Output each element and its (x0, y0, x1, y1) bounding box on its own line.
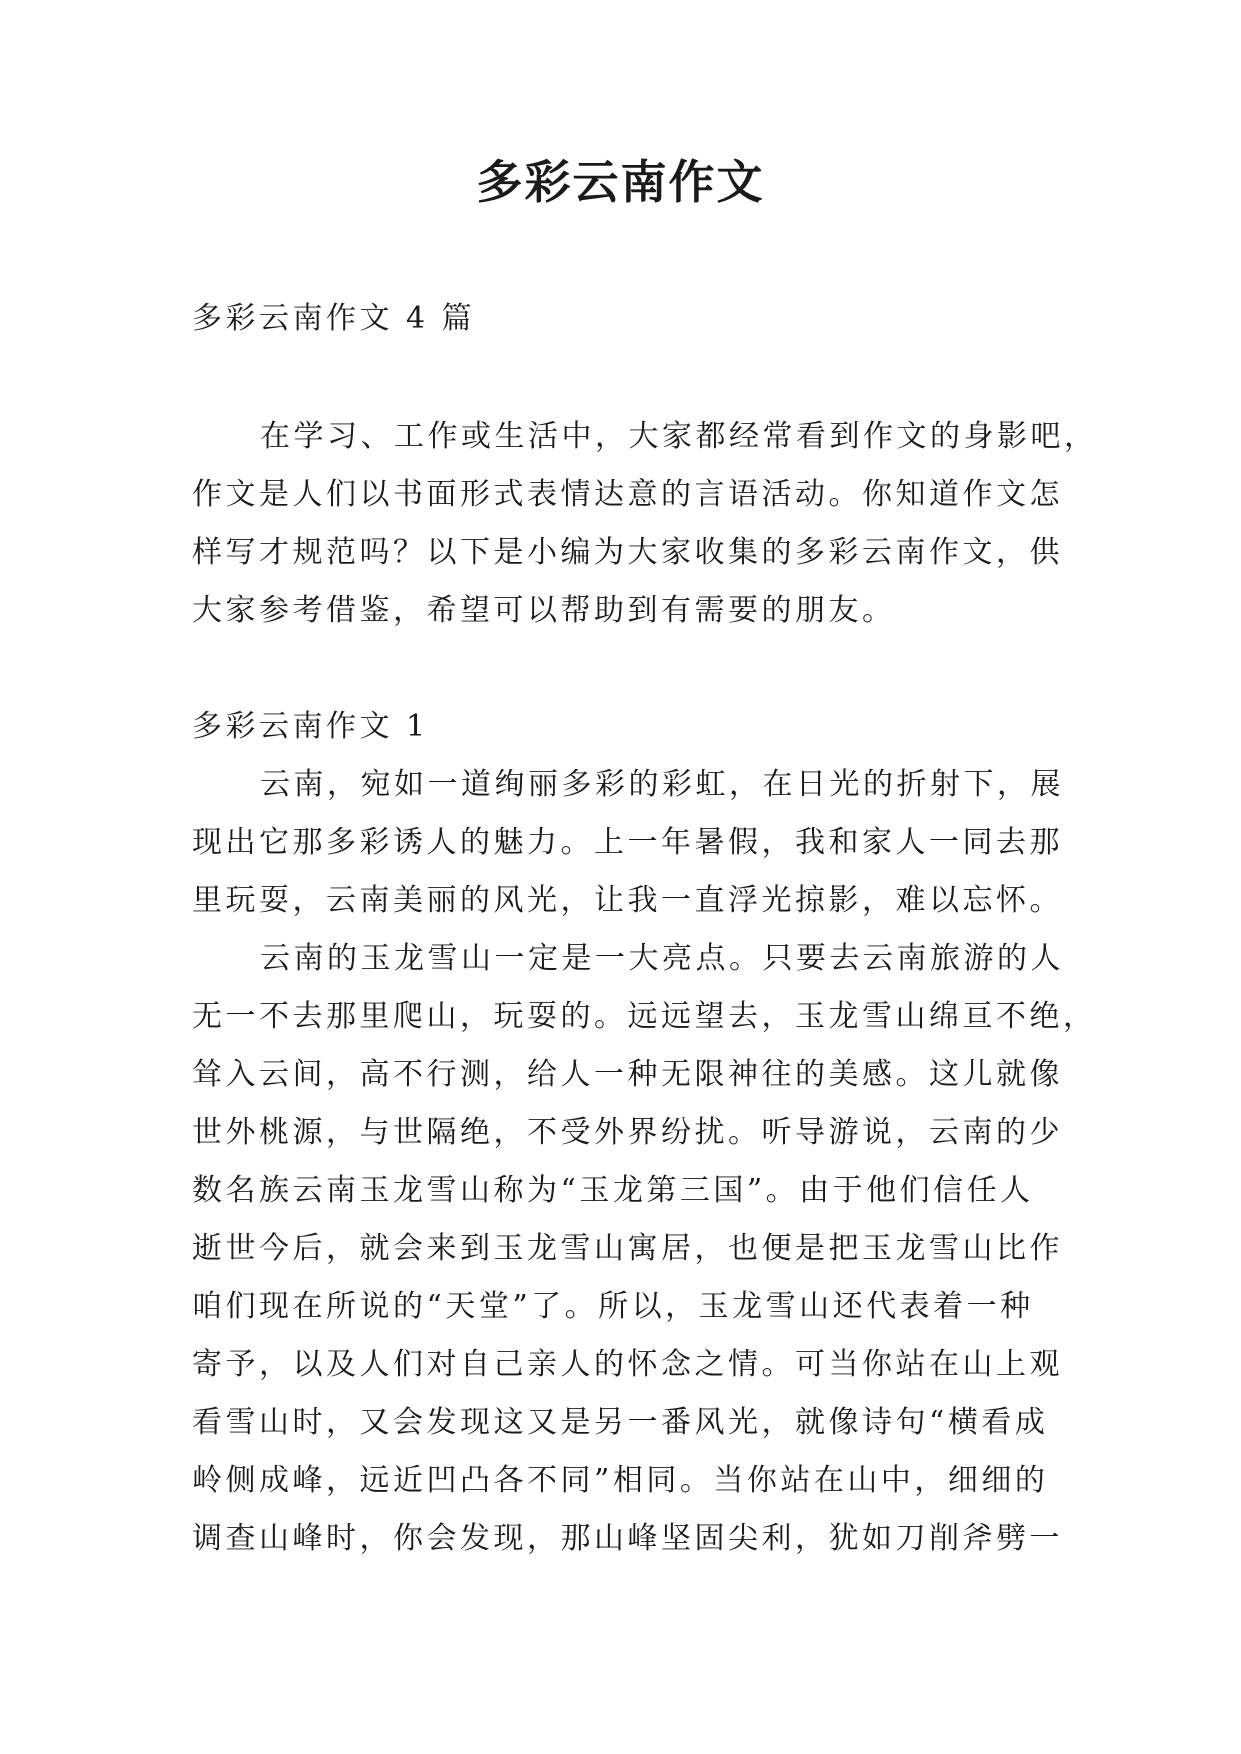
section1-paragraph-2 (192, 930, 1097, 1568)
spacer (192, 348, 1052, 408)
document-body (192, 290, 1098, 1568)
paragraph-line: 看雪山时，又会发现这又是另一番风光，就像诗句“横看成 (192, 1405, 1049, 1440)
intro-line: 作文是人们以书面形式表情达意的言语活动。你知道作文怎 (192, 477, 1063, 512)
paragraph-line: 咱们现在所说的“天堂”了。所以，玉龙雪山还代表着一种 (192, 1289, 1034, 1324)
paragraph-line: 云南的玉龙雪山一定是一大亮点。只要去云南旅游的人 (260, 941, 1064, 976)
spacer (192, 640, 1052, 698)
intro-line: 大家参考借鉴，希望可以帮助到有需要的朋友。 (192, 593, 896, 628)
intro-paragraph (192, 408, 1098, 640)
intro-line: 样写才规范吗？以下是小编为大家收集的多彩云南作文，供 (192, 535, 1063, 570)
paragraph-line: 无一不去那里爬山，玩耍的。远远望去，玉龙雪山绵亘不绝， (192, 999, 1097, 1034)
intro-line: 在学习、工作或生活中，大家都经常看到作文的身影吧， (260, 419, 1098, 454)
paragraph-line: 云南，宛如一道绚丽多彩的彩虹，在日光的折射下，展 (260, 767, 1064, 802)
paragraph-line: 数名族云南玉龙雪山称为“玉龙第三国”。由于他们信任人 (192, 1173, 1034, 1208)
paragraph-line: 现出它那多彩诱人的魅力。上一年暑假，我和家人一同去那 (192, 825, 1063, 860)
paragraph-line: 世外桃源，与世隔绝，不受外界纷扰。听导游说，云南的少 (192, 1115, 1063, 1150)
document-title: 多彩云南作文 (476, 155, 765, 209)
paragraph-line: 逝世今后，就会来到玉龙雪山寓居，也便是把玉龙雪山比作 (192, 1231, 1063, 1266)
paragraph-line: 里玩耍，云南美丽的风光，让我一直浮光掠影，难以忘怀。 (192, 883, 1063, 918)
section1-paragraph-1 (192, 756, 1064, 930)
document-subtitle: 多彩云南作文 4 篇 (192, 301, 476, 336)
paragraph-line: 岭侧成峰，远近凹凸各不同”相同。当你站在山中，细细的 (192, 1463, 1049, 1498)
paragraph-line: 耸入云间，高不行测，给人一种无限神往的美感。这儿就像 (192, 1057, 1063, 1092)
paragraph-line: 寄予，以及人们对自己亲人的怀念之情。可当你站在山上观 (192, 1347, 1063, 1382)
section-heading: 多彩云南作文 1 (192, 709, 429, 744)
paragraph-line: 调查山峰时，你会发现，那山峰坚固尖利，犹如刀削斧劈一 (192, 1521, 1063, 1556)
